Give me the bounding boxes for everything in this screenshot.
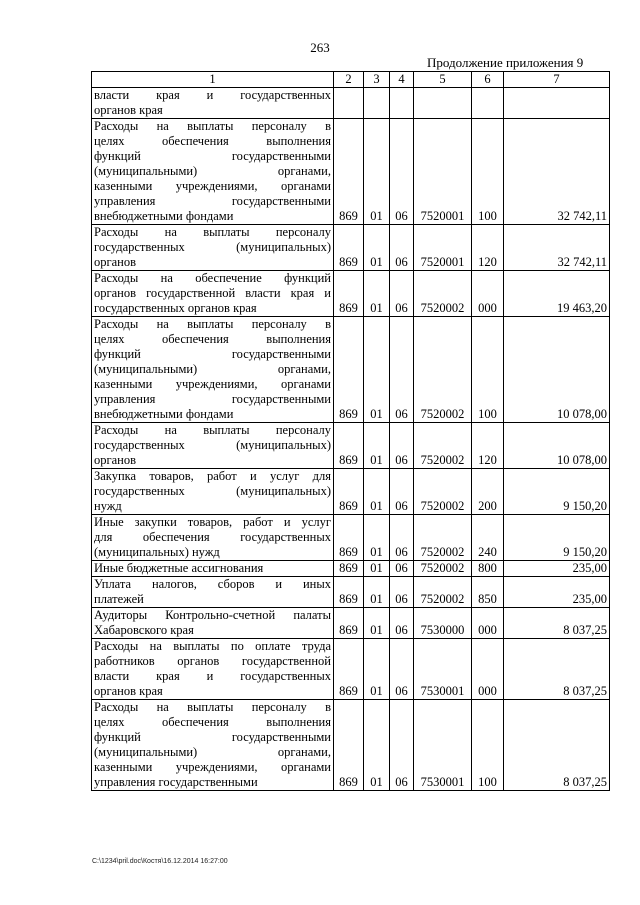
expense-name-line: государственных (муниципальных) — [94, 438, 331, 452]
expense-name-line: работников органов государственной — [94, 654, 331, 668]
expense-name-line: Уплата налогов, сборов и иных — [94, 577, 331, 591]
expense-type-cell: 100 — [472, 119, 504, 225]
table-row — [92, 317, 610, 423]
section-code-cell: 01 — [364, 639, 390, 700]
expense-name-line: Расходы на выплаты персоналу в — [94, 317, 331, 331]
expense-name-line: (муниципальными) органами, — [94, 164, 331, 178]
table-row — [92, 88, 610, 119]
subsection-code-cell: 06 — [390, 469, 414, 515]
table-row — [92, 515, 610, 561]
ministry-code-cell — [334, 88, 364, 119]
target-article-cell: 7530001 — [414, 700, 472, 791]
expense-name-cell — [92, 577, 334, 608]
column-header: 6 — [472, 72, 504, 88]
expense-name-line: целях обеспечения выполнения — [94, 332, 331, 346]
expense-name-line: управления государственными — [94, 775, 258, 789]
expense-type-cell: 800 — [472, 561, 504, 577]
amount-cell: 32 742,11 — [504, 225, 610, 271]
expense-name-line: внебюджетными фондами — [94, 209, 234, 223]
expense-name-line: государственных (муниципальных) — [94, 240, 331, 254]
expense-name-cell — [92, 469, 334, 515]
expense-name-cell — [92, 700, 334, 791]
expense-name-line: управления государственными — [94, 194, 331, 208]
expense-name-line: органов — [94, 255, 137, 269]
expense-name-line: (муниципальных) нужд — [94, 545, 220, 559]
expense-name-line: Расходы на обеспечение функций — [94, 271, 331, 285]
target-article-cell — [414, 88, 472, 119]
expense-name-line: органов края — [94, 684, 163, 698]
expense-name-line: казенными учреждениями, органами — [94, 760, 331, 774]
expense-name-line: функций государственными — [94, 730, 331, 744]
column-header: 1 — [92, 72, 334, 88]
expense-name-line: функций государственными — [94, 347, 331, 361]
subsection-code-cell: 06 — [390, 119, 414, 225]
subsection-code-cell: 06 — [390, 577, 414, 608]
amount-cell: 32 742,11 — [504, 119, 610, 225]
expense-name-line: органов края — [94, 103, 163, 117]
target-article-cell: 7520002 — [414, 271, 472, 317]
section-code-cell: 01 — [364, 317, 390, 423]
page-number: 263 — [310, 40, 330, 55]
table-header-row — [92, 72, 610, 88]
column-header: 4 — [390, 72, 414, 88]
expense-name-line: государственных (муниципальных) — [94, 484, 331, 498]
ministry-code-cell: 869 — [334, 577, 364, 608]
expense-name-line: казенными учреждениями, органами — [94, 377, 331, 391]
ministry-code-cell: 869 — [334, 700, 364, 791]
expense-name-line: власти края и государственных — [94, 669, 331, 683]
expense-type-cell: 100 — [472, 700, 504, 791]
amount-cell: 8 037,25 — [504, 608, 610, 639]
expense-type-cell: 240 — [472, 515, 504, 561]
expense-name-line: для обеспечения государственных — [94, 530, 331, 544]
file-path-footer: C:\1234\pril.doc\Костя\16.12.2014 16:27:00 — [92, 858, 228, 865]
amount-cell: 19 463,20 — [504, 271, 610, 317]
appendix-continuation-label: Продолжение приложения 9 — [427, 55, 584, 70]
target-article-cell: 7520001 — [414, 119, 472, 225]
section-code-cell: 01 — [364, 469, 390, 515]
expense-name-line: целях обеспечения выполнения — [94, 715, 331, 729]
section-code-cell: 01 — [364, 561, 390, 577]
column-header: 3 — [364, 72, 390, 88]
target-article-cell: 7530001 — [414, 639, 472, 700]
target-article-cell: 7520002 — [414, 561, 472, 577]
expense-type-cell: 100 — [472, 317, 504, 423]
expense-name-line: управления государственными — [94, 392, 331, 406]
expense-type-cell: 120 — [472, 423, 504, 469]
expense-name-cell — [92, 88, 334, 119]
expense-name-line: Иные бюджетные ассигнования — [94, 561, 264, 575]
ministry-code-cell: 869 — [334, 515, 364, 561]
target-article-cell: 7520002 — [414, 469, 472, 515]
target-article-cell: 7520001 — [414, 225, 472, 271]
expense-name-cell — [92, 423, 334, 469]
table-row — [92, 608, 610, 639]
ministry-code-cell: 869 — [334, 317, 364, 423]
expense-name-line: органов — [94, 453, 137, 467]
expense-type-cell: 850 — [472, 577, 504, 608]
expense-type-cell: 000 — [472, 639, 504, 700]
expense-name-line: Расходы на выплаты персоналу в — [94, 119, 331, 133]
expense-name-cell — [92, 317, 334, 423]
subsection-code-cell: 06 — [390, 639, 414, 700]
ministry-code-cell: 869 — [334, 423, 364, 469]
budget-table — [91, 71, 610, 791]
subsection-code-cell: 06 — [390, 317, 414, 423]
column-header: 2 — [334, 72, 364, 88]
expense-name-cell — [92, 608, 334, 639]
table-row — [92, 119, 610, 225]
expense-type-cell: 000 — [472, 608, 504, 639]
section-code-cell: 01 — [364, 608, 390, 639]
expense-name-cell — [92, 225, 334, 271]
expense-name-line: Расходы на выплаты персоналу — [94, 423, 331, 437]
target-article-cell: 7530000 — [414, 608, 472, 639]
expense-name-cell — [92, 515, 334, 561]
section-code-cell: 01 — [364, 225, 390, 271]
expense-type-cell — [472, 88, 504, 119]
expense-name-cell — [92, 271, 334, 317]
table-row — [92, 271, 610, 317]
expense-name-line: (муниципальными) органами, — [94, 362, 331, 376]
expense-name-line: функций государственными — [94, 149, 331, 163]
expense-type-cell: 200 — [472, 469, 504, 515]
subsection-code-cell — [390, 88, 414, 119]
expense-name-line: власти края и государственных — [94, 88, 331, 102]
ministry-code-cell: 869 — [334, 561, 364, 577]
amount-cell: 10 078,00 — [504, 317, 610, 423]
ministry-code-cell: 869 — [334, 608, 364, 639]
section-code-cell: 01 — [364, 423, 390, 469]
expense-name-line: Закупка товаров, работ и услуг для — [94, 469, 331, 483]
amount-cell: 9 150,20 — [504, 469, 610, 515]
subsection-code-cell: 06 — [390, 608, 414, 639]
expense-name-cell — [92, 639, 334, 700]
expense-name-line: Расходы на выплаты персоналу — [94, 225, 331, 239]
ministry-code-cell: 869 — [334, 119, 364, 225]
expense-name-line: внебюджетными фондами — [94, 407, 234, 421]
table-row — [92, 423, 610, 469]
target-article-cell: 7520002 — [414, 515, 472, 561]
table-row — [92, 225, 610, 271]
ministry-code-cell: 869 — [334, 225, 364, 271]
ministry-code-cell: 869 — [334, 639, 364, 700]
expense-name-line: Аудиторы Контрольно-счетной палаты — [94, 608, 331, 622]
expense-type-cell: 000 — [472, 271, 504, 317]
expense-name-line: Расходы на выплаты по оплате труда — [94, 639, 331, 653]
expense-name-line: Иные закупки товаров, работ и услуг — [94, 515, 331, 529]
subsection-code-cell: 06 — [390, 271, 414, 317]
table-row — [92, 639, 610, 700]
section-code-cell: 01 — [364, 271, 390, 317]
section-code-cell: 01 — [364, 577, 390, 608]
expense-name-line: Хабаровского края — [94, 623, 194, 637]
expense-name-line: платежей — [94, 592, 144, 606]
subsection-code-cell: 06 — [390, 561, 414, 577]
subsection-code-cell: 06 — [390, 225, 414, 271]
expense-type-cell: 120 — [472, 225, 504, 271]
section-code-cell: 01 — [364, 700, 390, 791]
subsection-code-cell: 06 — [390, 515, 414, 561]
amount-cell — [504, 88, 610, 119]
expense-name-line: органов государственной власти края и — [94, 286, 331, 300]
target-article-cell: 7520002 — [414, 423, 472, 469]
amount-cell: 8 037,25 — [504, 639, 610, 700]
expense-name-cell — [92, 119, 334, 225]
section-code-cell: 01 — [364, 119, 390, 225]
amount-cell: 10 078,00 — [504, 423, 610, 469]
table-row — [92, 577, 610, 608]
table-row — [92, 700, 610, 791]
column-header: 7 — [504, 72, 610, 88]
section-code-cell — [364, 88, 390, 119]
target-article-cell: 7520002 — [414, 317, 472, 423]
amount-cell: 9 150,20 — [504, 515, 610, 561]
expense-name-cell — [92, 561, 334, 577]
target-article-cell: 7520002 — [414, 577, 472, 608]
column-header: 5 — [414, 72, 472, 88]
subsection-code-cell: 06 — [390, 423, 414, 469]
amount-cell: 235,00 — [504, 577, 610, 608]
section-code-cell: 01 — [364, 515, 390, 561]
amount-cell: 235,00 — [504, 561, 610, 577]
ministry-code-cell: 869 — [334, 469, 364, 515]
expense-name-line: нужд — [94, 499, 122, 513]
table-body — [92, 88, 610, 791]
expense-name-line: целях обеспечения выполнения — [94, 134, 331, 148]
ministry-code-cell: 869 — [334, 271, 364, 317]
expense-name-line: государственных органов края — [94, 301, 257, 315]
expense-name-line: казенными учреждениями, органами — [94, 179, 331, 193]
expense-name-line: Расходы на выплаты персоналу в — [94, 700, 331, 714]
subsection-code-cell: 06 — [390, 700, 414, 791]
table-row — [92, 561, 610, 577]
amount-cell: 8 037,25 — [504, 700, 610, 791]
table-row — [92, 469, 610, 515]
expense-name-line: (муниципальными) органами, — [94, 745, 331, 759]
